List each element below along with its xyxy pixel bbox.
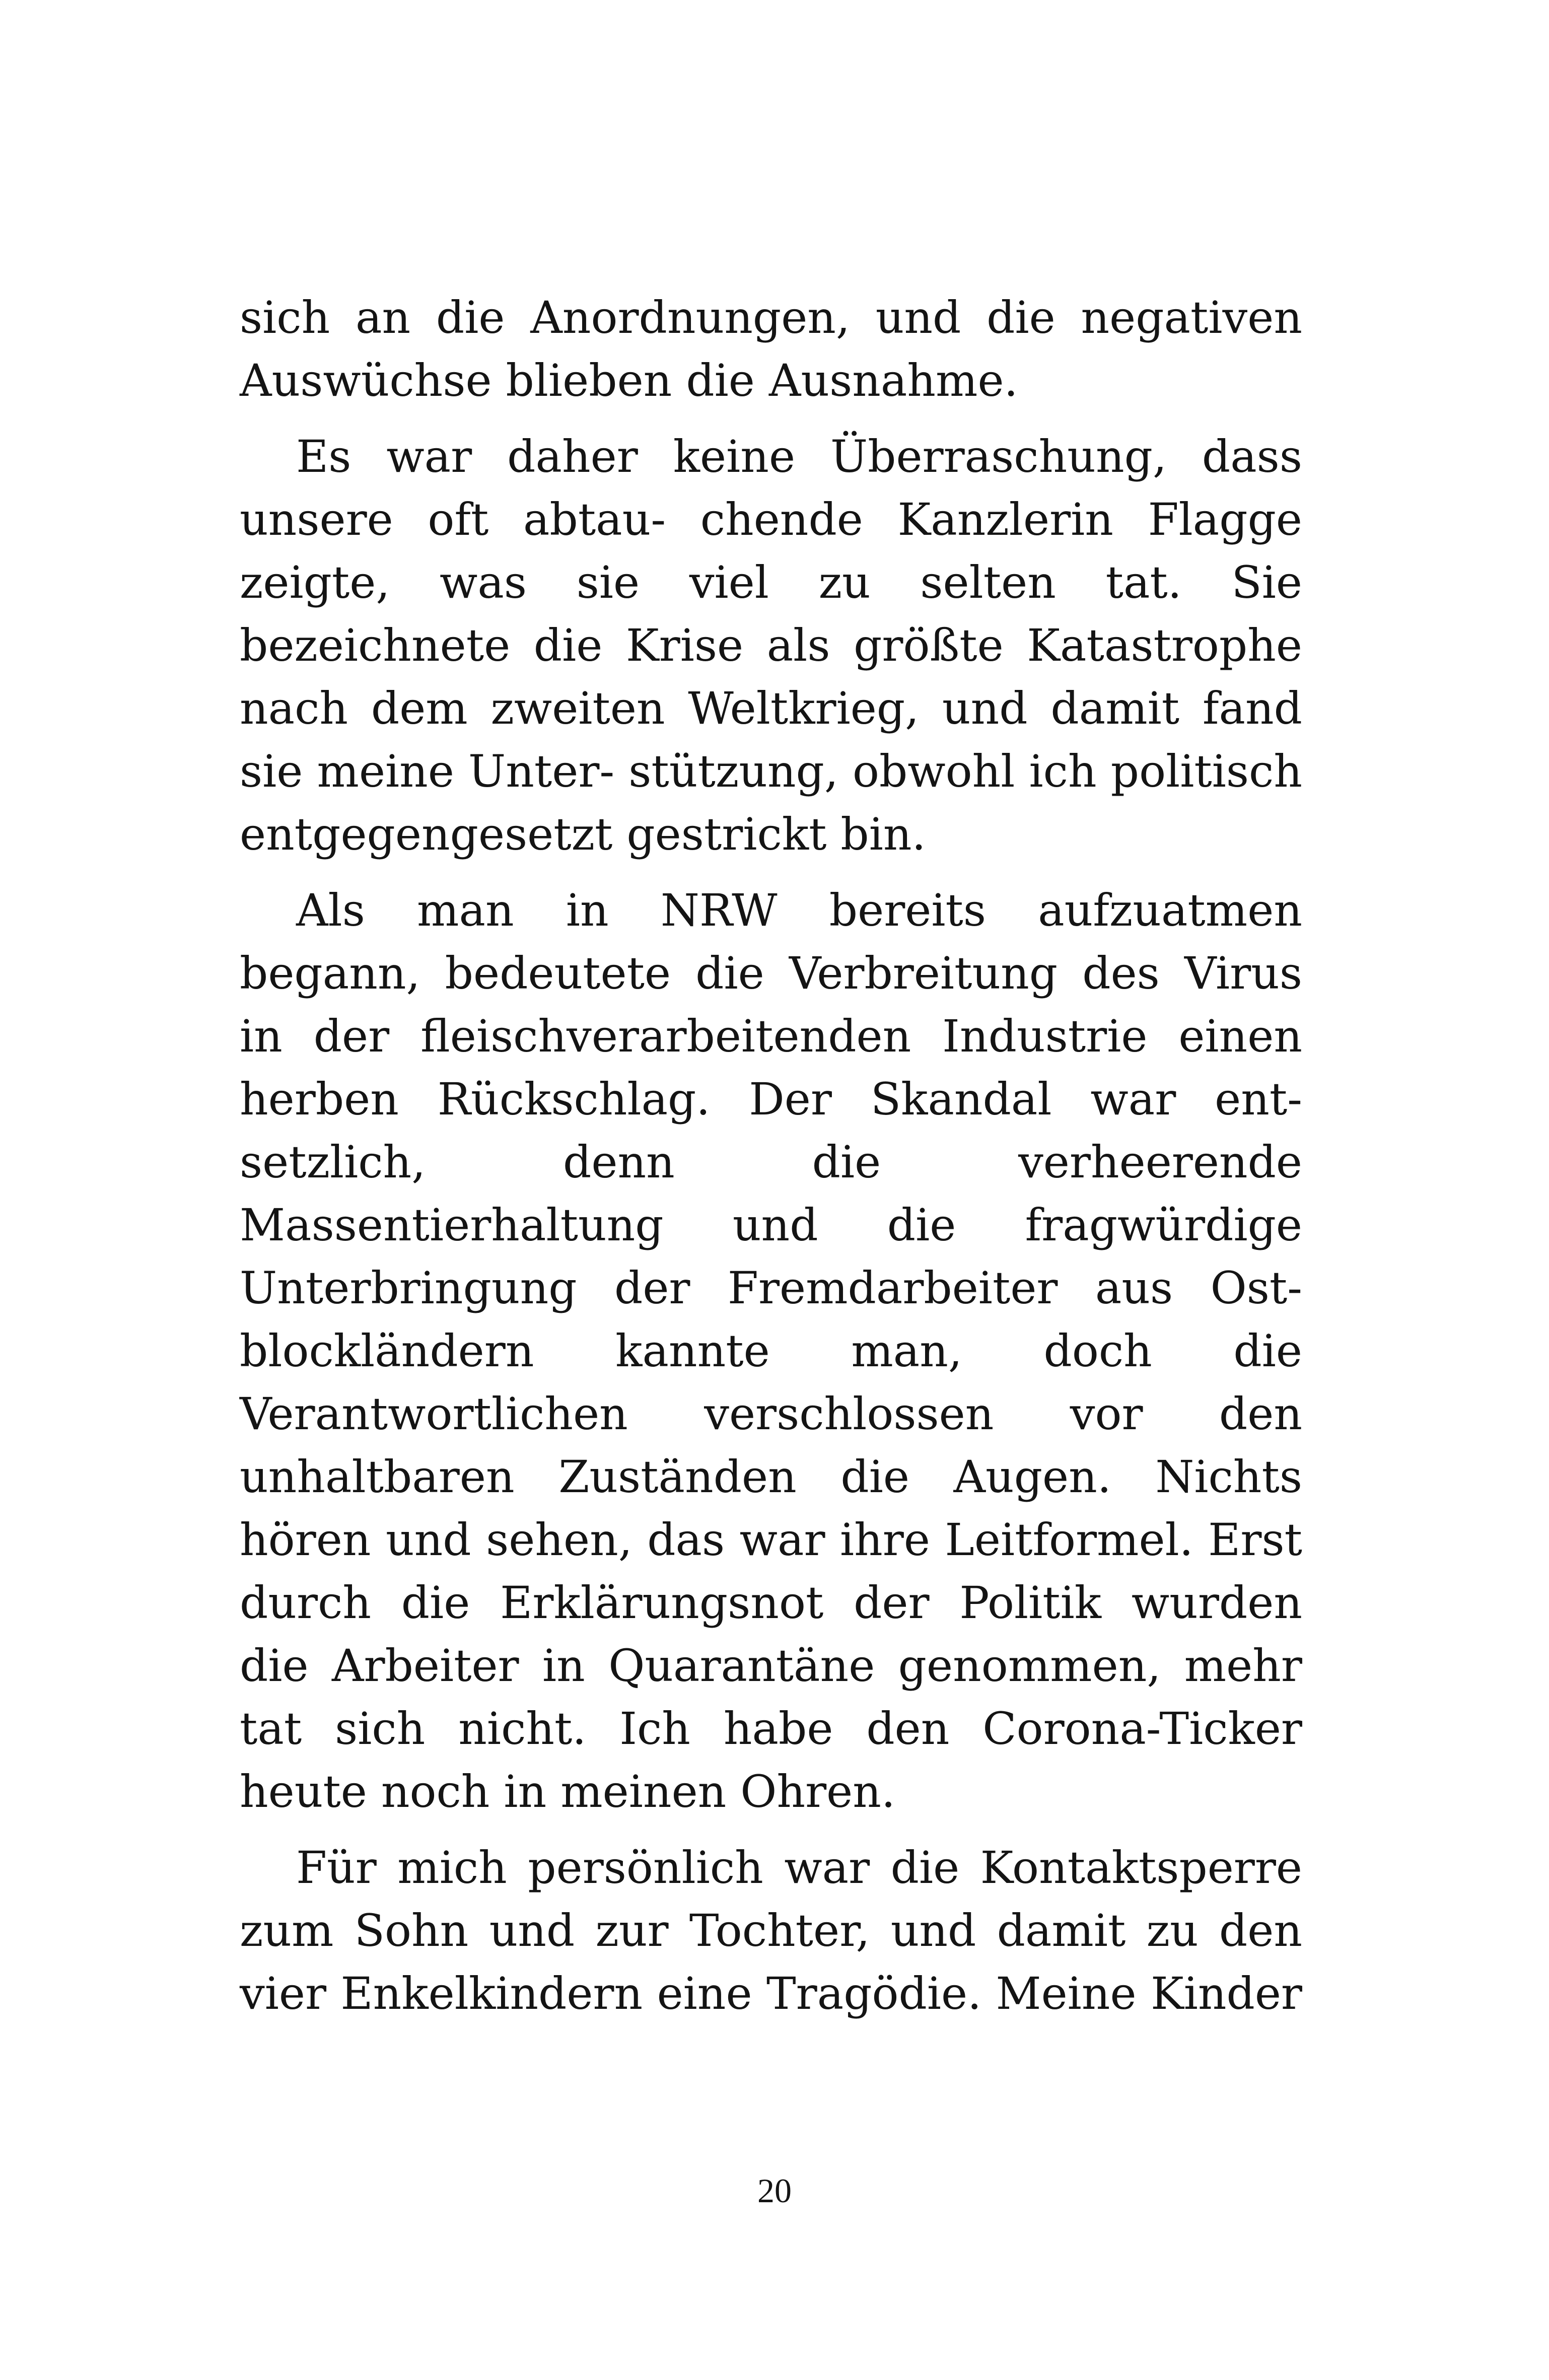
page-number: 20 xyxy=(757,2172,792,2210)
body-text xyxy=(240,286,1302,2025)
paragraph-2: Es war daher keine Überraschung, dass unsere oft abtau- chende Kanzlerin Flagge zeigte, was sie viel zu selten tat. Sie bezeichnete die Krise als größte Katastrophe nach dem zweiten Weltkrieg, und damit fand sie meine Unter- stützung, obwohl ich politisch entgegengesetzt gestrickt bin. xyxy=(240,431,1302,860)
paragraph-1: sich an die Anordnungen, und die negativen Auswüchse blieben die Ausnahme. xyxy=(240,292,1302,406)
paragraph-4: Für mich persönlich war die Kontaktsperre zum Sohn und zur Tochter, und damit zu den vier Enkelkindern eine Tragödie. Meine Kinder xyxy=(240,1842,1302,2019)
paragraph-3: Als man in NRW bereits aufzuatmen begann, bedeutete die Verbreitung des Virus in der fleischverarbeitenden Industrie einen herben Rückschlag. Der Skandal war ent- setzlich, denn die verheerende Massentierhaltung und die fragwürdige Unterbringung der Fremdarbeiter aus Ost- blockländern kannte man, doch die Verantwortlichen verschlossen vor den unhaltbaren Zuständen die Augen. Nichts hören und sehen, das war ihre Leitformel. Erst durch die Erklärungsnot der Politik wurden die Arbeiter in Quarantäne genommen, mehr tat sich nicht. Ich habe den Corona-Ticker heute noch in meinen Ohren. xyxy=(240,884,1302,1817)
